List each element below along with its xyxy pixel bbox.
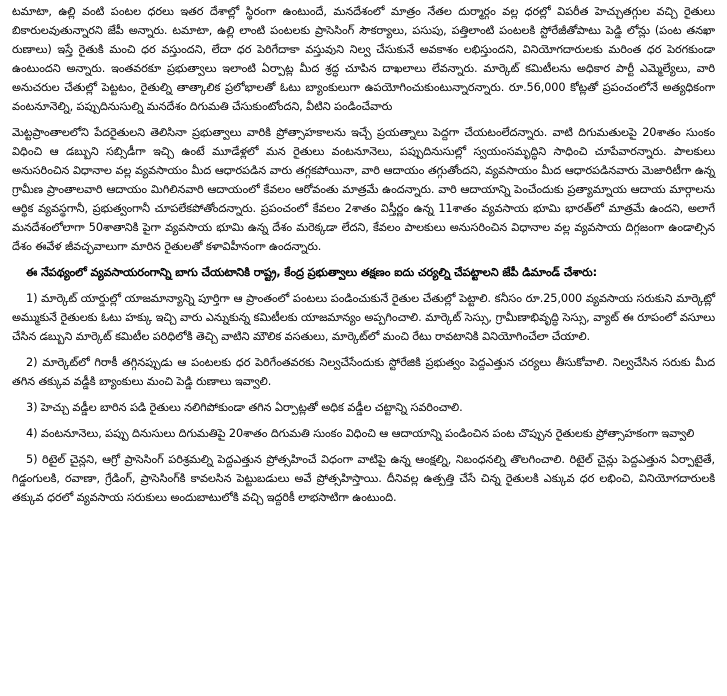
- demand-item-2: 2) మార్కెట్‌లో గిరాకీ తగ్గినప్పుడు ఆ పంటలకు ధర పెరిగేంతవరకు నిల్వచేసేందుకు స్టోరేజికి ప్రభుత్వం పెద్దఎత్తున చర్యలు తీసుకోవాలి. నిల్వచేసిన సరుకు మీద తగిన తక్కువ వడ్డీకి బ్యాంకులు మంచి పెడ్డి రుణాలు ఇవ్వాలి.: [12, 356, 715, 388]
- article-paragraph-1: టమాటా, ఉల్లి వంటి పంటల ధరలు ఇతర దేశాల్లో స్థిరంగా ఉంటుందే, మనదేశంలో మాత్రం నేతల దుర్మార్గం వల్ల ధరల్లో విపరీత హెచ్చుతగ్గుల వచ్చి రైతులు బికారులవుతున్నారని జేపీ అన్నారు. టమాటా, ఉల్లి లాంటి పంటలకు ప్రాసెసింగ్ సౌకర్యాలు, పసుపు, పత్తిలాంటి పంటలకి స్టోరేజీతోపాటు పెడ్డి లోన్లు (పంట తనఖా రుణాలు) ఇస్తే రైతుకి మంచి ధర వస్తుందని, లేదా ధర పెరిగేదాకా వస్తువుని నిల్వ చేసుకునే అవకాశం లభిస్తుందని, వినియోగదారులకు మరింత ధర పెరగకుండా ఉంటుందని అన్నారు. ఇంతవరకూ ప్రభుత్వాలు ఇలాంటి ఏర్పాట్ల మీద శ్రద్ధ చూపిన దాఖలాలు లేవన్నారు. మార్కెట్ కమిటీలను అధికార పార్టీ ఎమ్మెల్యేలు, వారి అనుచరుల చేతుల్లో పెట్టటం, రైతుల్ని తాత్కాలిక ప్రలోభాలతో ఓటు బ్యాంకులుగా ఉపయోగించుకుంటున్నారన్నారు. రూ.56,000 కోట్లతో ప్రపంచంలోనే అత్యధికంగా వంటనూనెల్ని, పప్పుదినుసుల్ని మనదేశం దిగుమతి చేసుకుంటోందని, వీటిని పండించేవారు: [12, 5, 715, 113]
- demands-lead: ఈ నేపథ్యంలో వ్యవసాయరంగాన్ని బాగు చేయటానికి రాష్ట్ర, కేంద్ర ప్రభుత్వాలు తక్షణం ఐదు చర్యల్ని చేపట్టాలని జేపీ డిమాండ్ చేశారు:: [26, 266, 597, 279]
- demand-item-4: 4) వంటనూనెలు, పప్పు దినుసులు దిగుమతిపై 20శాతం దిగుమతి సుంకం విధించి ఆ ఆదాయాన్ని పండించిన పంట చొప్పున రైతులకు ప్రోత్సాహకంగా ఇవ్వాలి: [26, 427, 695, 440]
- demand-item-1: 1) మార్కెట్ యార్డుల్లో యాజమాన్యాన్ని పూర్తిగా ఆ ప్రాంతంలో పంటలు పండించుకునే రైతుల చేతుల్లో పెట్టాలి. కనీసం రూ.25,000 వ్యవసాయ సరుకుని మార్కెట్లో అమ్ముకునే రైతులకు ఓటు హక్కు ఇచ్చి వారు ఎన్నుకున్న కమిటీలకు యాజమాన్యం అప్పగించాలి. మార్కెట్ సెస్సు, గ్రామీణాభివృద్ధి సెస్సు, వ్యాట్ ఈ రూపంలో వసూలు చేసిన డబ్బుని మార్కెట్ కమిటీల పరిధిలోకి తెచ్చి వాటిని మౌలిక వసతులు, మార్కెట్‌లో మంచి రేటు రావటానికి వినియోగించేలా చేయాలి.: [12, 292, 715, 343]
- demand-item-5: 5) రిటైల్ చైన్లని, ఆగ్రో ప్రాసెసింగ్ పరిశ్రమల్ని పెద్దఎత్తున ప్రోత్సహించే విధంగా వాటిపై ఉన్న ఆంక్షల్ని, నిబంధనల్ని తొలగించాలి. రిటైల్ చైన్లు పెద్దఎత్తున ఏర్పాటైతే, గిడ్డంగులకి, రవాణా, గ్రేడింగ్, ప్రాసెసింగ్‌కి కావలసిన పెట్టుబడులు అవే ప్రోత్సహిస్తాయి. దీనివల్ల ఉత్పత్తి చేసే చిన్న రైతులకి ఎక్కువ ధర లభించి, వినియోగదారులకి తక్కువ ధరలో వ్యవసాయ సరుకులు అందుబాటులోకి వచ్చి ఇద్దరికీ లాభసాటిగా ఉంటుంది.: [12, 453, 715, 504]
- demand-item-3: 3) హెచ్చు వడ్డీల బారిన పడి రైతులు నలిగిపోకుండా తగిన ఏర్పాట్లతో అధిక వడ్డీల చట్టాన్ని సవరించాలి.: [26, 401, 463, 414]
- article-paragraph-2: మెట్టప్రాంతాలలోని పేదరైతులని తెలిసినా ప్రభుత్వాలు వారికి ప్రోత్సాహకాలను ఇచ్చే ప్రయత్నాలు పెద్దగా చేయటంలేదన్నారు. వాటి దిగుమతులపై 20శాతం సుంకం విధించి ఆ డబ్బుని సబ్సిడీగా ఇచ్చి ఉంటే మూడేళ్లలో మన రైతులు వంటనూనెలు, పప్పుదినుసుల్లో స్వయంసమృద్ధిని సాధించి చూపేవారన్నారు. పాలకులు అనుసరించిన విధానాల వల్ల వ్యవసాయం మీద ఆధారపడిన వారు తగ్గకపోయినా, వారి ఆదాయం తగ్గుతోందని, వ్యవసాయం మీద ఆధారపడినవారు మెజారిటీగా ఉన్న గ్రామీణ ప్రాంతాలవారి ఆదాయం మిగిలినవారి ఆదాయంలో కేవలం ఆరోవంతు మాత్రమే ఉందన్నారు. వారి ఆదాయాన్ని పెంచేందుకు ప్రత్యామ్నాయ ఆదాయ మార్గాలను ఆర్థిక వ్యవస్థగానీ, ప్రభుత్వంగానీ చూపలేకపోతోందన్నారు. ప్రపంచంలో కేవలం 2శాతం విస్తీర్ణం ఉన్న 11శాతం వ్యవసాయ భూమి భారత్‌లో మాత్రమే ఉందని, అలాగే మనదేశంలోలాగా 50శాతానికి పైగా వ్యవసాయ భూమి ఉన్న దేశం మరెక్కడా లేదని, కేవలం పాలకులు అనుసరించిన విధానాల వల్ల వ్యవసాయ దిగ్గజంగా ఉండాల్సిన దేశం ఈవేళ జీవచ్ఛవాలుగా మారిన రైతులతో కళావిహీనంగా ఉందన్నారు.: [12, 126, 715, 253]
